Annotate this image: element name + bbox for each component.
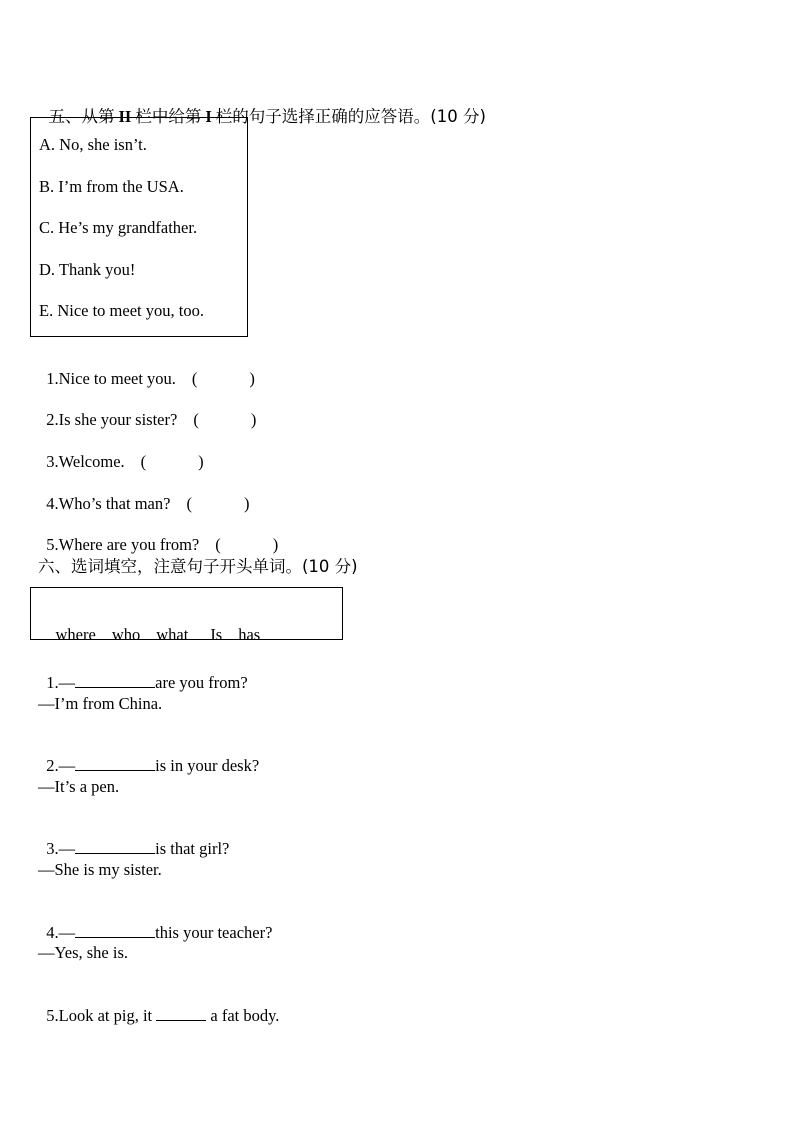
answer-paren-open: ( bbox=[191, 369, 198, 388]
word-bank-item: has bbox=[238, 625, 261, 644]
fill-item-1 bbox=[38, 652, 248, 693]
option-a: A. No, she isn’t. bbox=[39, 135, 147, 154]
question-2 bbox=[38, 390, 256, 430]
item-suffix: are you from? bbox=[155, 673, 248, 692]
item-prefix: 5.Look at pig, it bbox=[46, 1006, 157, 1025]
answer-paren-open: ( bbox=[193, 410, 199, 429]
response-1: —I’m from China. bbox=[38, 694, 163, 713]
item-suffix: this your teacher? bbox=[155, 923, 273, 942]
answer-paren-open: ( bbox=[215, 535, 221, 554]
title-column-ii: II bbox=[118, 107, 132, 126]
title-column-i: I bbox=[205, 107, 212, 126]
question-3 bbox=[38, 432, 204, 472]
item-suffix: a fat body. bbox=[206, 1006, 280, 1025]
fill-item-3 bbox=[38, 818, 229, 859]
answer-paren-close: ) bbox=[249, 369, 255, 388]
answer-blank[interactable] bbox=[75, 672, 155, 688]
response-3: —She is my sister. bbox=[38, 860, 162, 879]
word-bank-item: Is bbox=[210, 625, 223, 644]
word-bank-box bbox=[30, 587, 343, 644]
fill-item-5 bbox=[38, 985, 279, 1026]
title-part: 栏的句子选择正确的应答语。(10 分) bbox=[215, 107, 486, 126]
fill-item-2 bbox=[38, 735, 259, 776]
section6-title: 六、选词填空，注意句子开头单词。(10 分) bbox=[38, 557, 358, 576]
question-text: 5.Where are you from? bbox=[46, 535, 200, 554]
question-4 bbox=[38, 474, 249, 514]
answer-blank[interactable] bbox=[75, 838, 155, 854]
item-prefix: 1.— bbox=[46, 673, 76, 692]
question-text: 1.Nice to meet you. bbox=[46, 369, 176, 388]
word-bank-item: where bbox=[55, 625, 96, 644]
answer-paren-close: ) bbox=[250, 410, 257, 429]
item-prefix: 4.— bbox=[46, 923, 76, 942]
fill-item-4 bbox=[38, 902, 272, 943]
word-bank-item: what bbox=[156, 625, 189, 644]
title-part: 栏中给第 bbox=[135, 107, 202, 126]
option-d: D. Thank you! bbox=[39, 260, 136, 279]
question-text: 3.Welcome. bbox=[46, 452, 125, 471]
item-suffix: is that girl? bbox=[155, 839, 230, 858]
option-c: C. He’s my grandfather. bbox=[39, 218, 198, 237]
question-text: 4.Who’s that man? bbox=[46, 494, 171, 513]
option-b: B. I’m from the USA. bbox=[39, 177, 184, 196]
answer-paren-open: ( bbox=[140, 452, 147, 471]
option-e: E. Nice to meet you, too. bbox=[39, 301, 204, 320]
item-suffix: is in your desk? bbox=[155, 756, 260, 775]
item-prefix: 3.— bbox=[46, 839, 76, 858]
response-2: —It’s a pen. bbox=[38, 777, 120, 796]
title-part: 五、从第 bbox=[48, 107, 115, 126]
item-prefix: 2.— bbox=[46, 756, 76, 775]
answer-paren-close: ) bbox=[198, 452, 204, 471]
word-bank-item: who bbox=[111, 625, 141, 644]
answer-blank[interactable] bbox=[75, 755, 155, 771]
answer-blank[interactable] bbox=[156, 1005, 206, 1021]
response-4: —Yes, she is. bbox=[38, 943, 129, 962]
question-1 bbox=[38, 349, 255, 389]
answer-paren-open: ( bbox=[186, 494, 192, 513]
answer-options-box bbox=[30, 117, 248, 337]
question-text: 2.Is she your sister? bbox=[46, 410, 178, 429]
answer-paren-close: ) bbox=[272, 535, 279, 554]
answer-paren-close: ) bbox=[243, 494, 250, 513]
question-5 bbox=[38, 515, 278, 555]
answer-blank[interactable] bbox=[75, 922, 155, 938]
